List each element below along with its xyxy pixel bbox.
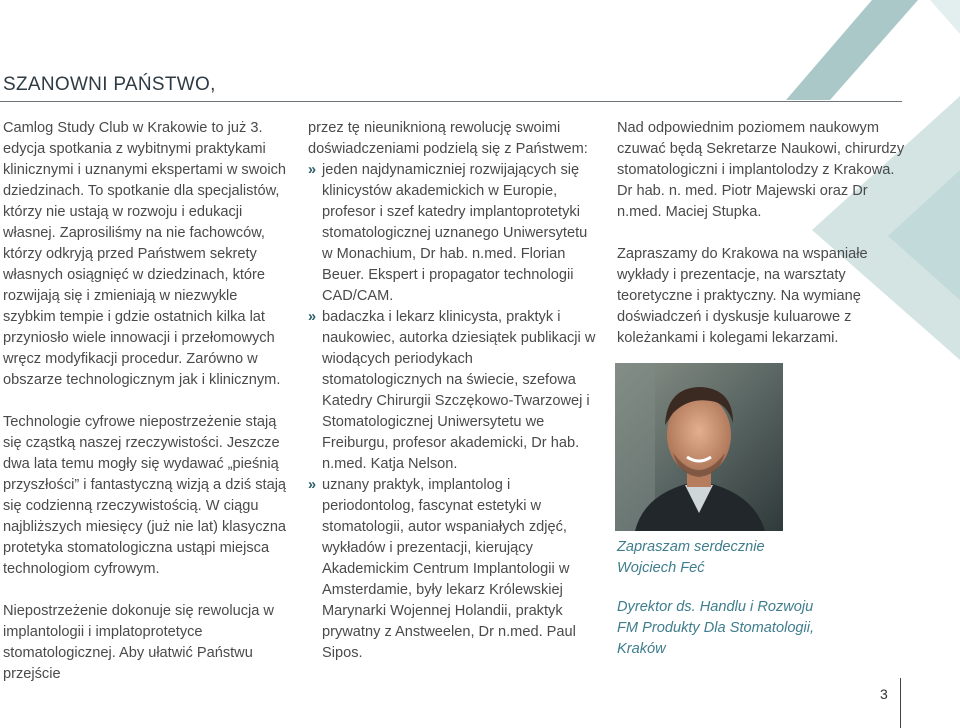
paragraph: Zapraszamy do Krakowa na wspaniałe wykłady i prezentacje, na warsztaty teoretyczne i praktyczny. Na wymianę doświadczeń i dyskusje kuluarowe z koleżankami i kolegami lekarzami. [617,246,868,346]
list-item: » jeden najdynamiczniej rozwijających się klinicystów akademickich w Europie, profesor i szef katedry implantoprotetyki stomatologicznej uznanego Uniwersytetu w Monachium, Dr hab. n.med. Florian Beuer. Ekspert i propagator technologii CAD/CAM. [308,160,596,307]
list-item: » uznany praktyk, implantolog i periodontolog, fascynat estetyki w stomatologii, autor wspaniałych zdjęć, wykładów i prezentacji, kierujący Akademickim Centrum Implantologii w Amsterdamie, były lekarz Królewskiej Marynarki Wojennej Holandii, praktyk prywatny z Anstweelen, Dr n.med. Paul Sipos. [308,475,596,664]
paragraph: przez tę nieuniknioną rewolucję swoimi doświadczeniami podzielą się z Państwem: [308,120,588,157]
page-heading: SZANOWNI PAŃSTWO, [3,74,216,95]
signature-block [617,537,765,579]
signature-role [617,597,814,660]
signature-role-line: Kraków [617,641,666,657]
page-number: 3 [880,686,888,702]
author-photo [615,363,783,531]
column-3 [617,118,909,349]
column-2 [308,118,596,664]
portrait-illustration [615,363,783,531]
paragraph: Camlog Study Club w Krakowie to już 3. edycja spotkania z wybitnymi praktykami klinicznymi i uznanymi ekspertami w swoich dziedzinach. To spotkanie dla specjalistów, którzy nie ustają w rozwoju i edukacji własnej. Zaprosiliśmy na nie fachowców, którzy odkryją przed Państwem sekrety własnych osiągnięć w dziedzinach, które rozwijają się i zmieniają w niezwykle szybkim tempie i gdzie ostatnich kilka lat przyniosło wiele innowacji i przełomowych wręcz modyfikacji procedur. Zarówno w obszarze technologicznym jak i klinicznym. [3,120,287,388]
signature-greeting: Zapraszam serdecznie [617,539,765,555]
paragraph: Nad odpowiednim poziomem naukowym czuwać będą Sekretarze Naukowi, chirurdzy stomatologiczni i implantolodzy z Krakowa. Dr hab. n. med. Piotr Majewski oraz Dr n.med. Maciej Stupka. [617,120,905,220]
column-1 [3,118,289,685]
signature-role-line: Dyrektor ds. Handlu i Rozwoju [617,599,814,615]
list-item: » badaczka i lekarz klinicysta, praktyk i naukowiec, autorka dziesiątek publikacji w wiodących periodykach stomatologicznych na świecie, szefowa Katedry Chirurgii Szczękowo-Twarzowej i Stomatologicznej Uniwersytetu we Freiburgu, profesor akademicki, Dr hab. n.med. Katja Nelson. [308,307,596,475]
speaker-list [308,160,596,664]
heading-divider [0,101,902,102]
teal-stripe-top [786,0,918,100]
paragraph: Technologie cyfrowe niepostrzeżenie stają się cząstką naszej rzeczywistości. Jeszcze dwa lata temu mogły się wydawać „pieśnią przyszłości” i fantastyczną wizją a dziś stają się codzienną rzeczywistością. W ciągu najbliższych miesięcy (już nie lat) klasyczna protetyka stomatologiczna ustąpi miejsca technologiom cyfrowym. [3,414,287,577]
signature-name: Wojciech Feć [617,560,705,576]
teal-corner-top-right [930,0,960,34]
page-number-divider [900,678,901,728]
signature-role-line: FM Produkty Dla Stomatologii, [617,620,815,636]
paragraph: Niepostrzeżenie dokonuje się rewolucja w implantologii i implatoprotetyce stomatologicznej. Aby ułatwić Państwu przejście [3,603,274,682]
